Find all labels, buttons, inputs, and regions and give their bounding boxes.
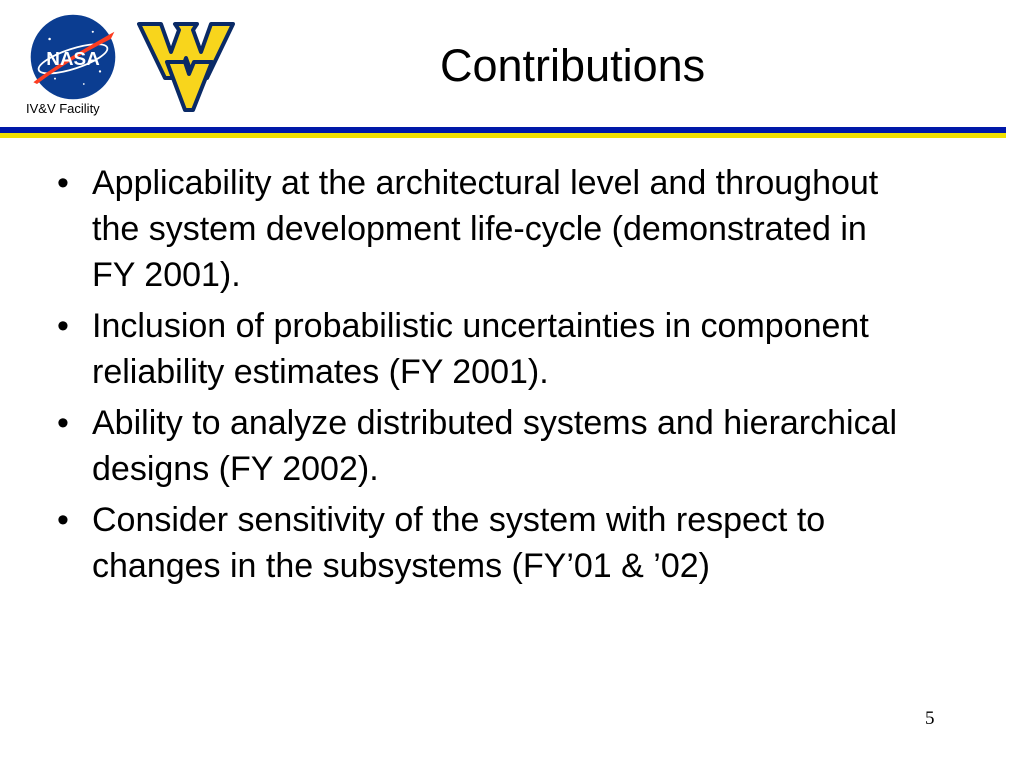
bullet-item — [54, 160, 914, 298]
wv-logo-icon — [137, 14, 240, 114]
header-rule-yellow — [0, 133, 1006, 138]
bullet-list — [54, 160, 914, 594]
page-number: 5 — [925, 708, 935, 729]
nasa-logo-icon — [28, 12, 118, 102]
bullet-text: Ability to analyze distributed systems and hierarchical designs (FY 2002). — [92, 404, 898, 488]
bullet-glyph: • — [57, 164, 69, 202]
bullet-text: Inclusion of probabilistic uncertainties in component reliability estimates (FY 2001). — [92, 307, 869, 391]
bullet-item — [54, 497, 914, 589]
bullet-glyph: • — [57, 404, 69, 442]
slide-title: Contributions — [440, 40, 706, 91]
bullet-glyph: • — [57, 307, 69, 345]
bullet-item — [54, 303, 914, 395]
facility-label: IV&V Facility — [26, 101, 100, 116]
bullet-glyph: • — [57, 501, 69, 539]
nasa-wordmark: NASA — [46, 49, 100, 71]
bullet-text: Applicability at the architectural level and throughout the system development life-cycle (demonstrated in FY 2001). — [92, 164, 879, 294]
bullet-text: Consider sensitivity of the system with respect to changes in the subsystems (FY’01 & ’02) — [92, 501, 826, 585]
bullet-item — [54, 400, 914, 492]
